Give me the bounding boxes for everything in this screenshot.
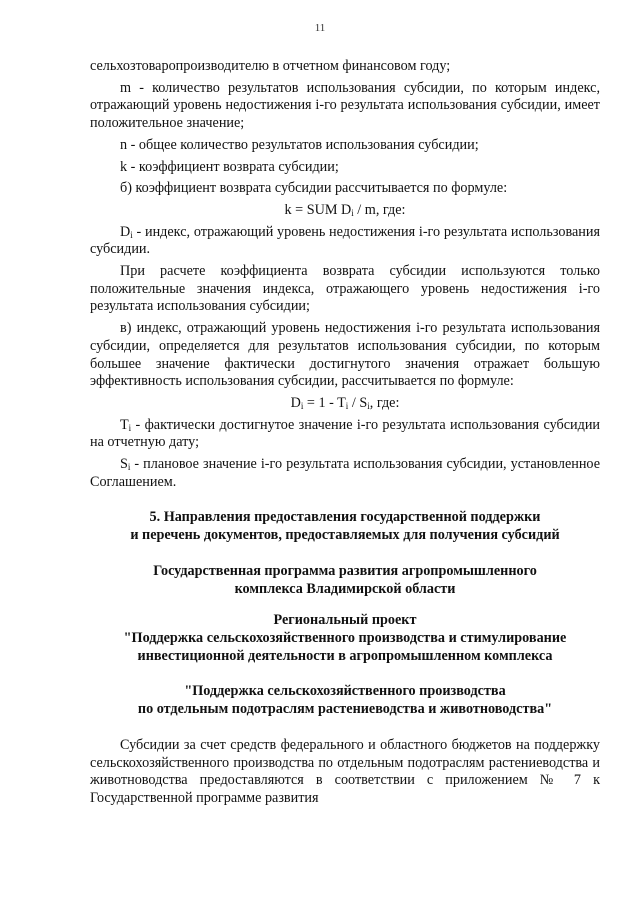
symbol-subscript: i — [128, 422, 132, 433]
paragraph-k-definition: k - коэффициент возврата субсидии; — [120, 158, 339, 175]
paragraph-n-definition: n - общее количество результатов использования субсидии; — [120, 136, 479, 153]
project-heading-line: Региональный проект — [273, 612, 417, 629]
section-heading-line: 5. Направления предоставления государственной поддержки — [149, 509, 541, 526]
definition-text: - фактически достигнутое значение i-го результата использования субсидии на отчетную дату; — [90, 416, 600, 451]
formula-di-part: / S — [348, 394, 368, 411]
document-body — [90, 58, 600, 808]
paragraph-si-definition — [90, 456, 600, 491]
subsection-heading-line: по отдельным подотраслям растениеводства и животноводства" — [137, 701, 553, 718]
symbol: D — [120, 223, 131, 240]
formula-di-part: = 1 - T — [303, 394, 346, 411]
formula-k-part: k = SUM D — [284, 201, 352, 218]
paragraph-ti-definition — [90, 417, 600, 452]
symbol-subscript: i — [130, 229, 133, 240]
project-heading — [90, 612, 600, 665]
paragraph-di-definition — [90, 224, 600, 259]
formula-di-subscript: i — [367, 400, 370, 411]
section-heading-line: и перечень документов, предоставляемых для получения субсидий — [130, 527, 560, 544]
formula-di — [90, 395, 600, 413]
paragraph-v-index: в) индекс, отражающий уровень недостижения i-го результата использования субсидии, определяется для результатов использования субсидии, по которым большее значение фактически достигнутого значения отражает большую эффективность использования субсидии, рассчитывается по формуле: — [90, 320, 600, 390]
symbol-subscript: i — [127, 462, 131, 473]
program-heading-line: Государственная программа развития агропромышленного — [153, 562, 537, 579]
formula-di-part: D — [290, 394, 301, 411]
symbol: T — [120, 416, 129, 433]
page-number: 11 — [314, 22, 326, 34]
formula-di-subscript: i — [345, 400, 349, 411]
project-heading-line: инвестиционной деятельности в агропромышленном комплекса — [137, 647, 553, 664]
symbol: S — [120, 456, 128, 473]
subsection-heading-line: "Поддержка сельскохозяйственного производства — [184, 683, 506, 700]
paragraph: сельхозтоваропроизводителю в отчетном финансовом году; — [90, 58, 451, 74]
project-heading-line: "Поддержка сельскохозяйственного производства и стимулирование — [123, 629, 567, 646]
paragraph-b-formula-intro: б) коэффициент возврата субсидии рассчитывается по формуле: — [120, 180, 508, 197]
program-heading — [90, 563, 600, 598]
section-heading — [90, 509, 600, 544]
formula-k-part: / m, где: — [353, 201, 406, 218]
definition-text: - индекс, отражающий уровень недостижения i-го результата использования субсидии. — [90, 223, 600, 258]
definition-text: - плановое значение i-го результата использования субсидии, установленное Соглашением. — [90, 456, 600, 490]
formula-di-subscript: i — [300, 400, 304, 411]
paragraph-subsidies: Субсидии за счет средств федерального и областного бюджетов на поддержку сельскохозяйственного производства по отдельным подотраслям растениеводства и животноводства предоставляются в соответствии с приложением № 7 к Государственной программе развития — [90, 736, 600, 806]
program-heading-line: комплекса Владимирской области — [234, 580, 456, 597]
subsection-heading — [90, 683, 600, 718]
paragraph-positive-values: При расчете коэффициента возврата субсидии используются только положительные значения индекса, отражающего уровень недостижения i-го результата использования субсидии; — [90, 263, 600, 315]
paragraph-m-definition: m - количество результатов использования субсидии, по которым индекс, отражающий уровень недостижения i-го результата использования субсидии, имеет положительное значение; — [90, 79, 600, 132]
formula-k — [90, 202, 600, 220]
formula-di-part: , где: — [369, 394, 400, 411]
formula-k-subscript: i — [351, 207, 354, 218]
